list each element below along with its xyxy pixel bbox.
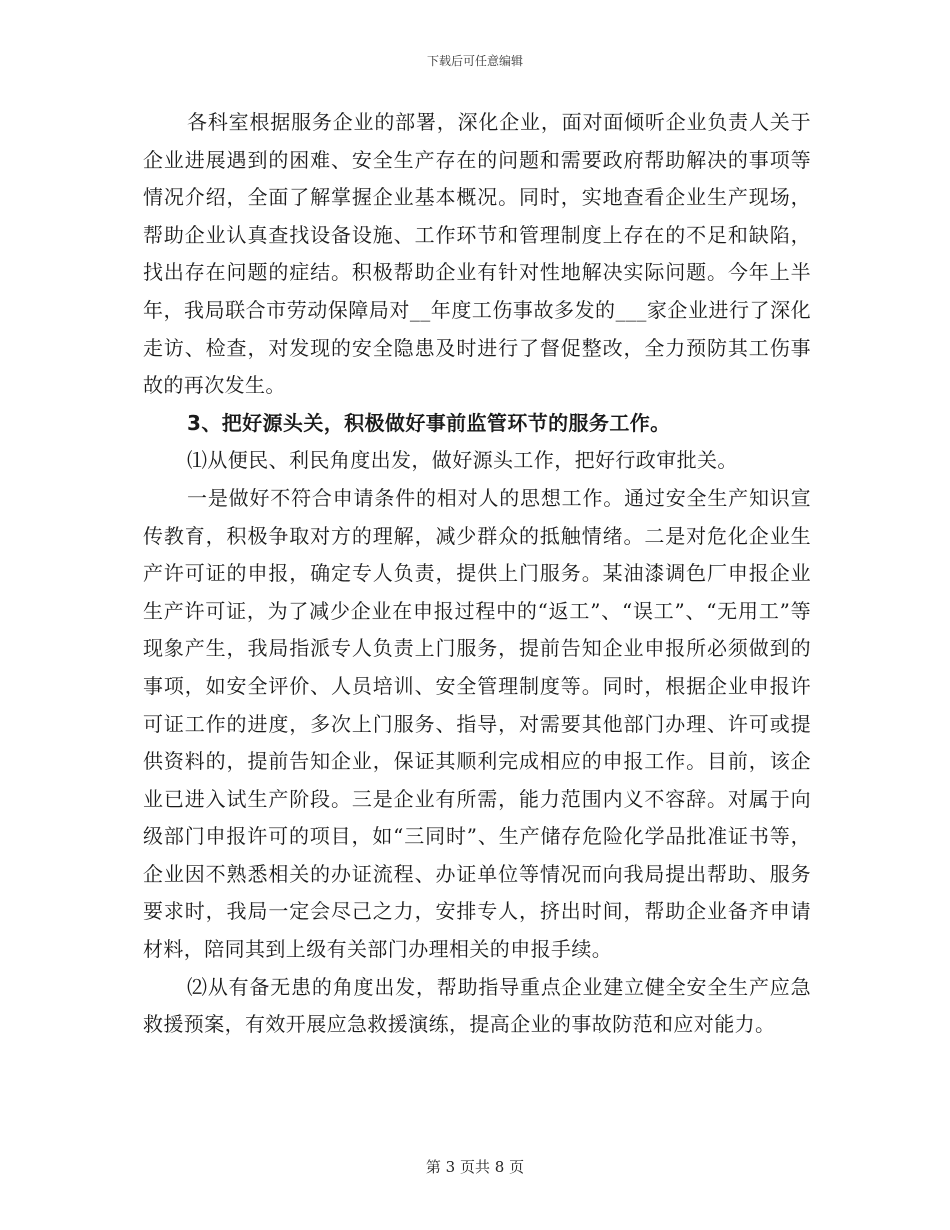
- section-heading-source-control: 3、把好源头关，积极做好事前监管环节的服务工作。: [187, 410, 671, 435]
- document-body: [143, 104, 811, 1044]
- paragraph-administrative-approval: 一是做好不符合申请条件的相对人的思想工作。通过安全生产知识宣传教育，积极争取对方的理解，减少群众的抵触情绪。二是对危化企业生产许可证的申报，确定专人负责，提供上门服务。某油漆调色厂申报企业生产许可证，为了减少企业在申报过程中的“返工”、“误工”、“无用工”等现象产生，我局指派专人负责上门服务，提前告知企业申报所必须做到的事项，如安全评价、人员培训、安全管理制度等。同时，根据企业申报许可证工作的进度，多次上门服务、指导，对需要其他部门办理、许可或提供资料的，提前告知企业，保证其顺利完成相应的申报工作。目前，该企业已进入试生产阶段。三是企业有所需，能力范围内义不容辞。对属于向级部门申报许可的项目，如“三同时”、生产储存危险化学品批准证书等，企业因不熟悉相关的办证流程、办证单位等情况而向我局提出帮助、服务要求时，我局一定会尽己之力，安排专人，挤出时间，帮助企业备齐申请材料，陪同其到上级有关部门办理相关的申报手续。: [143, 485, 811, 962]
- paragraph-subheading-2: ⑵从有备无患的角度出发，帮助指导重点企业建立健全安全生产应急救援预案，有效开展应急救援演练，提高企业的事故防范和应对能力。: [143, 974, 811, 1037]
- page-number: 第 3 页共 8 页: [425, 1158, 525, 1176]
- page-header: 下载后可任意编辑: [426, 54, 523, 68]
- paragraph-enterprise-service: 各科室根据服务企业的部署，深化企业，面对面倾听企业负责人关于企业进展遇到的困难、安全生产存在的问题和需要政府帮助解决的事项等情况介绍，全面了解掌握企业基本概况。同时，实地查看企业生产现场，帮助企业认真查找设备设施、工作环节和管理制度上存在的不足和缺陷，找出存在问题的症结。积极帮助企业有针对性地解决实际问题。今年上半年，我局联合市劳动保障局对__年度工伤事故多发的___家企业进行了深化走访、检查，对发现的安全隐患及时进行了督促整改，全力预防其工伤事故的再次发生。: [143, 110, 811, 398]
- paragraph-subheading-1: ⑴从便民、利民角度出发，做好源头工作，把好行政审批关。: [187, 448, 738, 473]
